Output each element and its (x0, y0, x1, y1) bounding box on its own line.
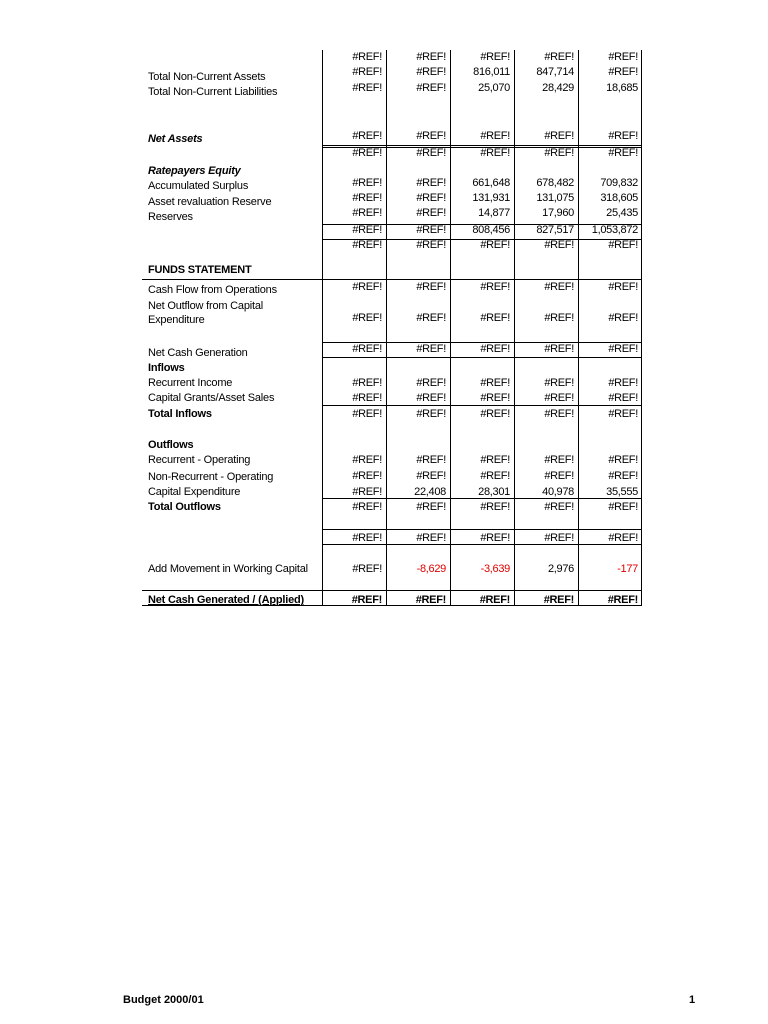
value-cell: #REF! (416, 82, 446, 94)
value-cell: #REF! (352, 147, 382, 159)
value-cell: #REF! (416, 312, 446, 324)
value-cell: #REF! (352, 130, 382, 142)
value-cell: #REF! (480, 343, 510, 355)
row-label: Recurrent - Operating (148, 454, 251, 466)
grand-total-label: Net Cash Generated / (Applied) (148, 594, 304, 606)
value-cell: #REF! (608, 454, 638, 466)
section-heading: FUNDS STATEMENT (148, 264, 252, 276)
value-cell: #REF! (352, 343, 382, 355)
value-cell: #REF! (352, 486, 382, 498)
value-cell: #REF! (416, 501, 446, 513)
value-cell: 25,070 (478, 82, 510, 94)
value-cell: #REF! (352, 66, 382, 78)
value-cell: #REF! (544, 239, 574, 251)
value-cell: #REF! (608, 130, 638, 142)
value-cell: #REF! (480, 392, 510, 404)
table-row (322, 486, 642, 498)
value-cell: 1,053,872 (591, 224, 638, 236)
value-cell: #REF! (352, 312, 382, 324)
value-cell: #REF! (608, 51, 638, 63)
row-rule (322, 145, 642, 146)
value-cell: #REF! (479, 594, 510, 606)
value-cell: #REF! (480, 408, 510, 420)
row-label: Asset revaluation Reserve (148, 196, 272, 208)
total-label: Total Outflows (148, 501, 221, 513)
value-cell: #REF! (416, 408, 446, 420)
value-cell: 40,978 (542, 486, 574, 498)
table-row (322, 192, 642, 204)
value-cell: #REF! (352, 392, 382, 404)
value-cell: #REF! (480, 501, 510, 513)
table-row (322, 51, 642, 63)
value-cell: #REF! (608, 392, 638, 404)
value-cell: #REF! (608, 281, 638, 293)
row-label: Accumulated Surplus (148, 180, 249, 192)
value-cell: #REF! (544, 281, 574, 293)
row-label: Add Movement in Working Capital (148, 563, 308, 575)
value-cell: #REF! (480, 51, 510, 63)
row-label: Non-Recurrent - Operating (148, 471, 274, 483)
table-row (322, 392, 642, 404)
table-row (322, 66, 642, 78)
row-label: Reserves (148, 211, 193, 223)
value-cell: #REF! (352, 177, 382, 189)
section-rule (142, 590, 642, 591)
value-cell: 35,555 (606, 486, 638, 498)
value-cell-negative: -8,629 (416, 563, 446, 575)
row-rule (322, 529, 642, 530)
table-row (322, 239, 642, 251)
value-cell: #REF! (544, 312, 574, 324)
value-cell: #REF! (352, 82, 382, 94)
value-cell: #REF! (608, 147, 638, 159)
value-cell: #REF! (544, 408, 574, 420)
table-row (322, 501, 642, 513)
value-cell: #REF! (544, 130, 574, 142)
row-label: Expenditure (148, 314, 205, 326)
section-rule (142, 279, 642, 280)
value-cell: 28,429 (542, 82, 574, 94)
value-cell: #REF! (480, 532, 510, 544)
table-row (322, 563, 642, 575)
table-row (322, 408, 642, 420)
row-rule (322, 544, 642, 545)
value-cell: #REF! (544, 343, 574, 355)
value-cell: #REF! (608, 239, 638, 251)
row-label: Cash Flow from Operations (148, 284, 277, 296)
value-cell: #REF! (352, 207, 382, 219)
section-heading: Ratepayers Equity (148, 165, 241, 177)
table-row (322, 177, 642, 189)
value-cell: #REF! (480, 281, 510, 293)
value-cell: #REF! (608, 501, 638, 513)
value-cell: #REF! (352, 281, 382, 293)
row-label: Net Outflow from Capital (148, 300, 264, 312)
value-cell: #REF! (416, 177, 446, 189)
value-cell: #REF! (416, 224, 446, 236)
table-row (322, 532, 642, 544)
value-cell: 318,605 (600, 192, 638, 204)
table-row (322, 82, 642, 94)
section-heading: Net Assets (148, 133, 203, 145)
value-cell: #REF! (416, 532, 446, 544)
table-row (322, 594, 642, 606)
row-rule (322, 405, 642, 406)
value-cell: #REF! (544, 454, 574, 466)
value-cell: #REF! (607, 594, 638, 606)
value-cell: #REF! (415, 594, 446, 606)
value-cell: #REF! (480, 239, 510, 251)
value-cell: #REF! (352, 501, 382, 513)
value-cell: #REF! (416, 281, 446, 293)
value-cell: #REF! (608, 532, 638, 544)
value-cell: 816,011 (473, 66, 510, 78)
value-cell: #REF! (352, 377, 382, 389)
value-cell: #REF! (608, 66, 638, 78)
value-cell: 847,714 (536, 66, 574, 78)
value-cell: 131,075 (536, 192, 574, 204)
value-cell: #REF! (543, 594, 574, 606)
value-cell: #REF! (416, 66, 446, 78)
row-label: Capital Grants/Asset Sales (148, 392, 275, 404)
section-heading: Inflows (148, 362, 185, 374)
value-cell: 808,456 (472, 224, 510, 236)
value-cell: 2,976 (547, 563, 574, 575)
table-row (322, 207, 642, 219)
row-label: Total Non-Current Liabilities (148, 86, 278, 98)
value-cell: #REF! (480, 470, 510, 482)
value-cell: #REF! (351, 594, 382, 606)
value-cell: #REF! (608, 377, 638, 389)
table-row (322, 343, 642, 355)
table-row (322, 224, 642, 236)
row-rule (322, 498, 642, 499)
row-label: Recurrent Income (148, 377, 233, 389)
value-cell: #REF! (544, 501, 574, 513)
page-number: 1 (689, 994, 696, 1006)
value-cell: 709,832 (600, 177, 638, 189)
row-label: Capital Expenditure (148, 486, 241, 498)
value-cell: 17,960 (542, 207, 574, 219)
value-cell: #REF! (416, 377, 446, 389)
value-cell: #REF! (544, 377, 574, 389)
value-cell: #REF! (416, 343, 446, 355)
table-row (322, 454, 642, 466)
value-cell: #REF! (416, 147, 446, 159)
value-cell: 22,408 (414, 486, 446, 498)
value-cell: #REF! (416, 454, 446, 466)
value-cell: #REF! (416, 392, 446, 404)
value-cell: #REF! (480, 130, 510, 142)
value-cell: 827,517 (536, 224, 574, 236)
total-label: Total Inflows (148, 408, 212, 420)
value-cell: #REF! (352, 532, 382, 544)
value-cell: #REF! (352, 454, 382, 466)
value-cell: 18,685 (606, 82, 638, 94)
value-cell: #REF! (352, 239, 382, 251)
value-cell: #REF! (416, 207, 446, 219)
value-cell: 661,648 (472, 177, 510, 189)
row-label: Net Cash Generation (148, 347, 248, 359)
value-cell: #REF! (480, 377, 510, 389)
value-cell: 131,931 (472, 192, 510, 204)
value-cell: #REF! (352, 224, 382, 236)
row-rule (322, 357, 642, 358)
value-cell: #REF! (416, 239, 446, 251)
value-cell: #REF! (608, 343, 638, 355)
value-cell: 678,482 (536, 177, 574, 189)
value-cell: #REF! (416, 192, 446, 204)
table-row (322, 147, 642, 159)
value-cell-negative: -177 (617, 563, 638, 575)
value-cell: #REF! (608, 312, 638, 324)
value-cell-negative: -3,639 (480, 563, 510, 575)
table-row (322, 281, 642, 293)
value-cell: #REF! (352, 192, 382, 204)
row-label: Total Non-Current Assets (148, 71, 266, 83)
value-cell: #REF! (608, 470, 638, 482)
section-heading: Outflows (148, 439, 194, 451)
value-cell: #REF! (544, 147, 574, 159)
value-cell: #REF! (544, 51, 574, 63)
value-cell: #REF! (416, 470, 446, 482)
value-cell: #REF! (352, 408, 382, 420)
value-cell: #REF! (416, 130, 446, 142)
table-row (322, 130, 642, 142)
value-cell: #REF! (480, 312, 510, 324)
value-cell: #REF! (544, 392, 574, 404)
value-cell: 25,435 (606, 207, 638, 219)
value-cell: #REF! (544, 532, 574, 544)
value-cell: #REF! (352, 563, 382, 575)
footer-title: Budget 2000/01 (123, 994, 204, 1006)
value-cell: #REF! (608, 408, 638, 420)
value-cell: #REF! (544, 470, 574, 482)
value-cell: #REF! (416, 51, 446, 63)
value-cell: #REF! (352, 51, 382, 63)
table-row (322, 470, 642, 482)
table-row (322, 377, 642, 389)
value-cell: #REF! (480, 454, 510, 466)
value-cell: #REF! (480, 147, 510, 159)
value-cell: 14,877 (478, 207, 510, 219)
table-row (322, 312, 642, 324)
value-cell: #REF! (352, 470, 382, 482)
value-cell: 28,301 (478, 486, 510, 498)
